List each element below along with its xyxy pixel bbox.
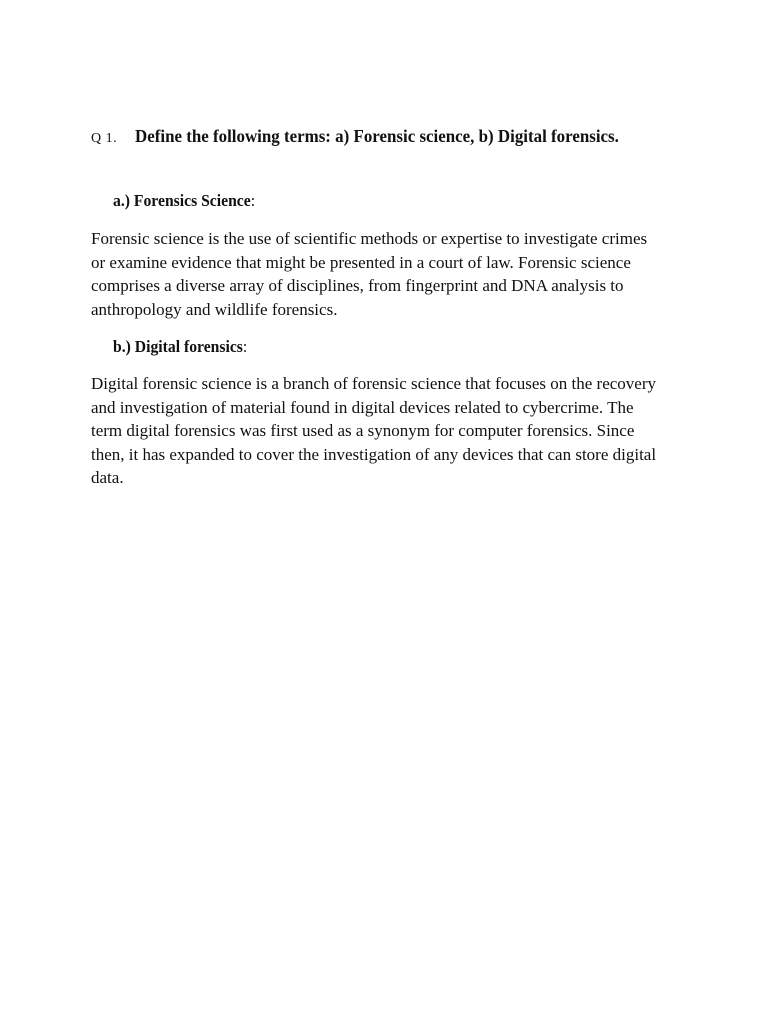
- section-b-paragraph: [91, 372, 691, 490]
- section-a-heading-text: a.) Forensics Science: [113, 191, 251, 210]
- paragraph-line: term digital forensics was first used as a synonym for computer forensics. Since: [91, 421, 635, 441]
- question-number: Q 1.: [91, 131, 118, 146]
- question-text: Define the following terms: a) Forensic science, b) Digital forensics.: [135, 126, 619, 146]
- question-header: [91, 126, 650, 147]
- paragraph-line: and investigation of material found in digital devices related to cybercrime. The: [91, 397, 634, 417]
- paragraph-line: comprises a diverse array of disciplines, from fingerprint and DNA analysis to: [91, 276, 624, 296]
- section-b-heading-colon: :: [242, 337, 248, 356]
- paragraph-line: or examine evidence that might be presented in a court of law. Forensic science: [91, 252, 631, 272]
- paragraph-line: data.: [91, 468, 124, 488]
- section-b-heading: [113, 337, 247, 357]
- paragraph-line: Digital forensic science is a branch of forensic science that focuses on the recovery: [91, 374, 657, 393]
- paragraph-line: Forensic science is the use of scientific methods or expertise to investigate crimes: [91, 229, 648, 248]
- paragraph-line: then, it has expanded to cover the investigation of any devices that can store digital: [91, 444, 657, 464]
- section-a-heading: [113, 191, 255, 211]
- paragraph-line: anthropology and wildlife forensics.: [91, 299, 338, 319]
- section-a-heading-colon: :: [250, 191, 256, 210]
- section-a-paragraph: [91, 227, 691, 321]
- section-b-heading-text: b.) Digital forensics: [113, 337, 243, 356]
